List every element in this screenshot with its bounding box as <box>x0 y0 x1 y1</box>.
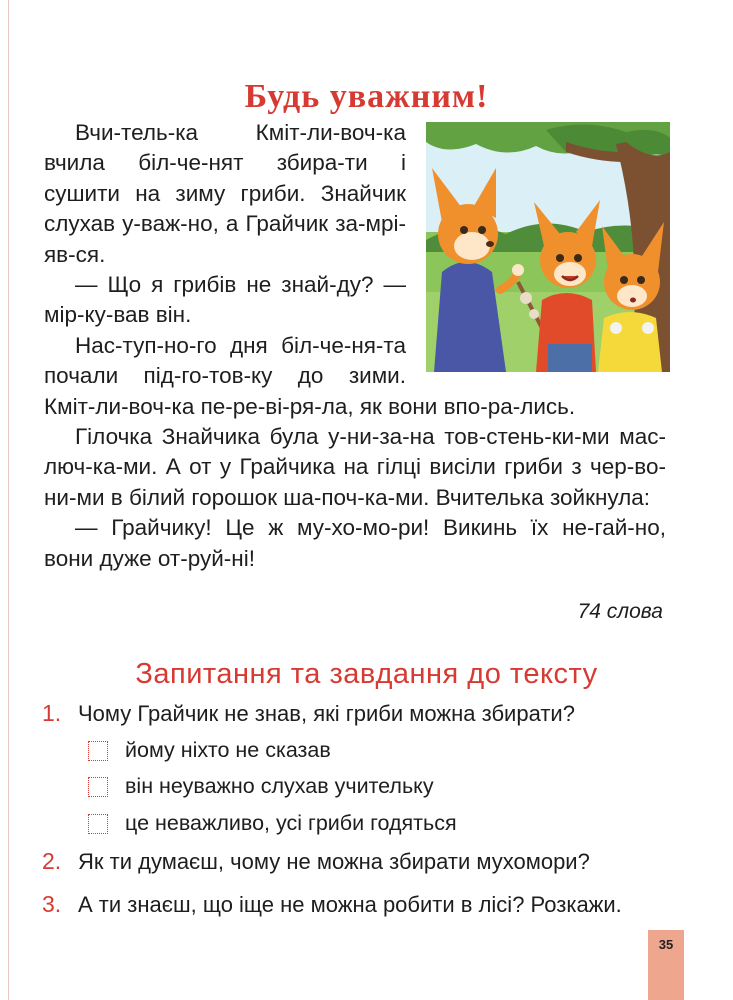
word-count: 74 слова <box>577 600 663 623</box>
answer-option-1[interactable] <box>88 738 331 763</box>
question-number: 2. <box>42 848 62 874</box>
page-margin-line <box>8 0 9 1000</box>
answer-option-text: він неуважно слухав учительку <box>125 774 434 798</box>
story-paragraph-5: — Грайчику! Це ж му-хо-мо-ри! Викинь їх не-гай-но, вони дуже от-руй-ні! <box>44 515 666 571</box>
answer-option-text: це неважливо, усі гриби годяться <box>125 811 457 835</box>
squirrels-illustration <box>426 122 670 372</box>
story-paragraph-4: Гілочка Знайчика була у-ни-за-на тов-стень-ки-ми мас-люч-ка-ми. А от у Грайчика на гілці висіли гриби з чер-во-ни-ми в білий горошок ша-поч-ка-ми. Вчителька зойкнула: <box>44 424 666 510</box>
answer-option-2[interactable] <box>88 774 434 799</box>
question-text: Чому Грайчик не знав, які гриби можна збирати? <box>78 701 575 726</box>
question-number: 1. <box>42 700 62 726</box>
answer-checkbox[interactable] <box>88 741 108 761</box>
story-paragraph-1: Вчи-тель-ка Кміт-ли-воч-ка вчила біл-че-нят збира-ти і сушити на зиму гриби. Знайчик слухав у-важ-но, а Грайчик за-мрі-яв-ся. <box>44 120 406 267</box>
answer-option-text: йому ніхто не сказав <box>125 738 331 762</box>
question-text: А ти знаєш, що іще не можна робити в лісі? Розкажи. <box>78 892 622 917</box>
answer-checkbox[interactable] <box>88 814 108 834</box>
story-paragraph-3: Нас-туп-но-го дня біл-че-ня-та почали під-го-тов-ку до зими. Кміт-ли-воч-ка пе-ре-ві-ря-ла, як вони впо-ра-лись. <box>44 332 576 419</box>
story-title: Будь уважним! <box>244 78 489 115</box>
page-number: 35 <box>648 930 684 1000</box>
story-paragraph-2: — Що я грибів не знай-ду? — мір-ку-вав він. <box>44 272 406 328</box>
story-text <box>44 118 666 574</box>
question-2 <box>42 848 590 875</box>
questions-heading: Запитання та завдання до тексту <box>135 658 598 690</box>
question-text: Як ти думаєш, чому не можна збирати мухомори? <box>78 849 590 874</box>
question-number: 3. <box>42 891 62 917</box>
answer-checkbox[interactable] <box>88 777 108 797</box>
question-3 <box>42 891 622 918</box>
question-1 <box>42 700 575 727</box>
answer-option-3[interactable] <box>88 811 457 836</box>
